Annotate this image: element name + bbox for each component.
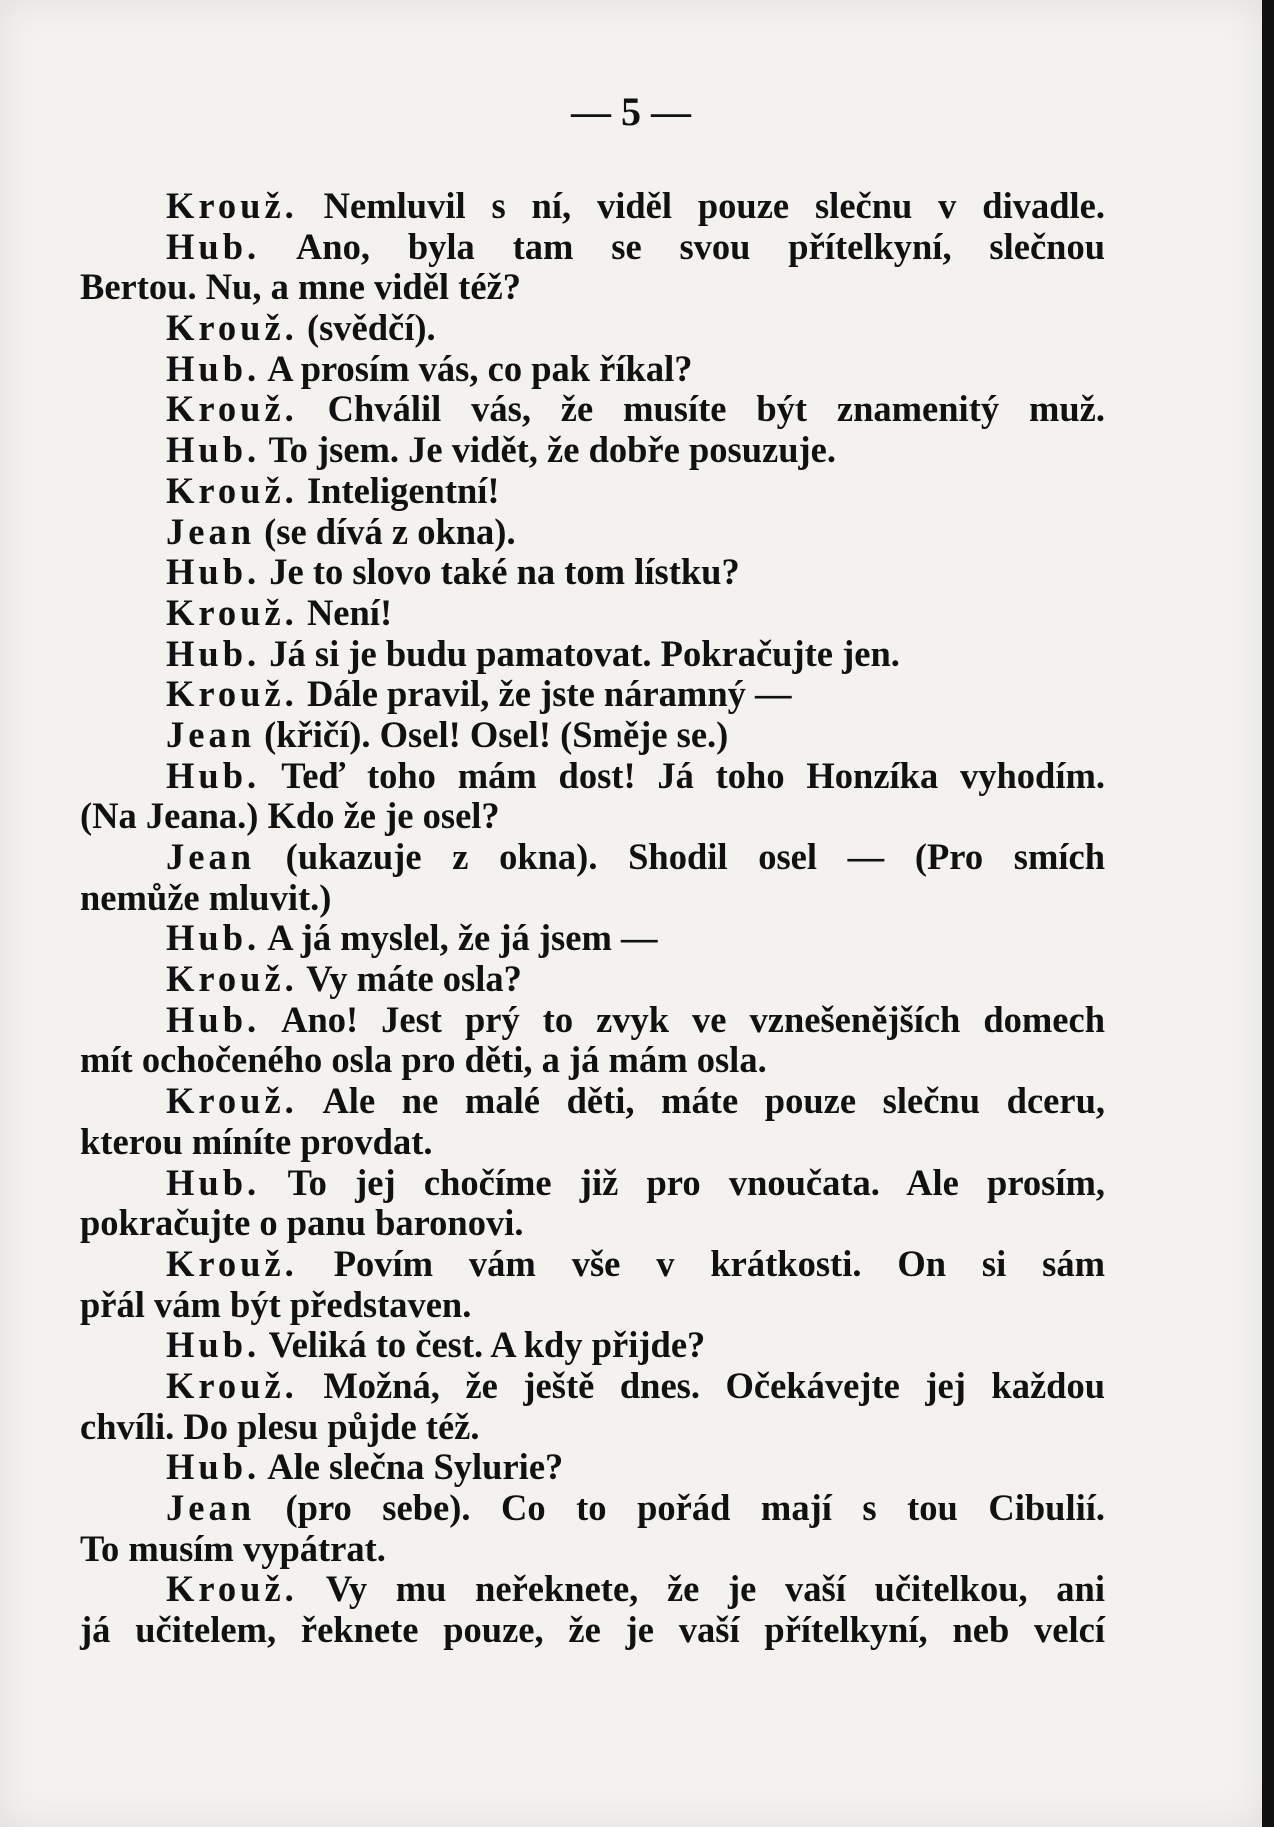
line-text: (ukazuje z okna). Shodil osel — (Pro smích [255, 836, 1105, 877]
line-text: Ale ne malé děti, máte pouze slečnu dceru, [297, 1080, 1105, 1122]
line-text: To jej chočíme již pro vnoučata. Ale prosím, [260, 1161, 1105, 1203]
line-text: (svědčí). [297, 307, 436, 349]
line-text: To musím vypátrat. [80, 1527, 386, 1569]
line-text: Chválil vás, že musíte být znamenitý muž. [297, 388, 1105, 430]
text-line [80, 674, 1105, 715]
text-line [80, 389, 1105, 430]
speaker-name: Hub. [166, 917, 261, 959]
text-line [80, 959, 1105, 1000]
text-line [80, 1529, 1105, 1570]
text-line [80, 1447, 1105, 1488]
line-text: Je to slovo také na tom lístku? [260, 551, 740, 593]
text-line [80, 471, 1105, 512]
line-text: Vy máte osla? [297, 958, 522, 1000]
text-line [80, 349, 1105, 390]
line-text: Ano, byla tam se svou přítelkyní, slečnou [260, 225, 1105, 267]
line-text: Bertou. Nu, a mne viděl též? [80, 266, 521, 308]
speaker-name: Hub. [166, 1161, 261, 1203]
line-text: Možná, že ještě dnes. Očekávejte jej každou [297, 1364, 1105, 1406]
text-line [80, 715, 1105, 756]
speaker-name: Krouž. [166, 673, 298, 715]
line-text: (se dívá z okna). [255, 510, 516, 552]
text-line [80, 430, 1105, 471]
line-text: já učitelem, řeknete pouze, že je vaší přítelkyní, neb velcí [80, 1609, 1105, 1651]
text-line [80, 1244, 1105, 1285]
line-text: Dále pravil, že jste náramný — [297, 673, 792, 715]
line-text: A prosím vás, co pak říkal? [260, 347, 693, 389]
line-text: (pro sebe). Co to pořád mají s tou Cibulií. [255, 1487, 1105, 1528]
page-number: — 5 — [571, 89, 691, 134]
speaker-name: Hub. [166, 347, 261, 389]
line-text: chvíli. Do plesu půjde též. [80, 1405, 480, 1447]
speaker-name: Krouž. [166, 307, 298, 349]
speaker-name: Krouž. [166, 958, 298, 1000]
text-line [80, 878, 1105, 919]
line-text: nemůže mluvit.) [80, 876, 332, 918]
speaker-name: Krouž. [166, 1568, 298, 1610]
line-text: Ano! Jest prý to zvyk ve vznešenějších domech [260, 998, 1105, 1040]
text-line [80, 1000, 1105, 1041]
line-text: Nemluvil s ní, viděl pouze slečnu v divadle. [297, 185, 1105, 226]
line-text: Veliká to čest. A kdy přijde? [260, 1324, 706, 1366]
text-line [80, 308, 1105, 349]
speaker-name: Jean [166, 1487, 255, 1528]
line-text: Inteligentní! [297, 469, 500, 511]
line-text: (křičí). Osel! Osel! (Směje se.) [255, 713, 729, 755]
text-line [80, 756, 1105, 797]
page-edge [1262, 0, 1274, 1827]
speaker-name: Hub. [166, 225, 261, 267]
text-line [80, 634, 1105, 675]
speaker-name: Hub. [166, 998, 261, 1040]
speaker-name: Krouž. [166, 1242, 298, 1284]
speaker-name: Krouž. [166, 185, 298, 226]
line-text: Povím vám vše v krátkosti. On si sám [297, 1242, 1105, 1284]
text-line [80, 837, 1105, 878]
text-line [80, 1366, 1105, 1407]
speaker-name: Jean [166, 510, 255, 552]
text-line [80, 796, 1105, 837]
line-text: pokračujte o panu baronovi. [80, 1202, 524, 1244]
text-line [80, 512, 1105, 553]
line-text: Není! [297, 591, 393, 633]
text-line [80, 593, 1105, 634]
text-line [80, 1488, 1105, 1529]
speaker-name: Krouž. [166, 1080, 298, 1122]
speaker-name: Krouž. [166, 1364, 298, 1406]
speaker-name: Hub. [166, 1324, 261, 1366]
line-text: přál vám být představen. [80, 1283, 472, 1325]
text-line [80, 1122, 1105, 1163]
line-text: To jsem. Je vidět, že dobře posuzuje. [260, 429, 836, 471]
text-line [80, 918, 1105, 959]
speaker-name: Hub. [166, 754, 261, 796]
speaker-name: Jean [166, 713, 255, 755]
text-line [80, 267, 1105, 308]
text-line [80, 1040, 1105, 1081]
text-line [80, 1569, 1105, 1610]
text-line [80, 1407, 1105, 1448]
line-text: (Na Jeana.) Kdo že je osel? [80, 795, 500, 837]
speaker-name: Hub. [166, 632, 261, 674]
line-text: kterou míníte provdat. [80, 1120, 433, 1162]
text-line [80, 1163, 1105, 1204]
speaker-name: Hub. [166, 429, 261, 471]
line-text: A já myslel, že já jsem — [260, 917, 658, 959]
speaker-name: Krouž. [166, 388, 298, 430]
text-line [80, 1081, 1105, 1122]
text-line [80, 227, 1105, 268]
dialogue-text [80, 186, 1105, 1651]
line-text: mít ochočeného osla pro děti, a já mám osla. [80, 1039, 767, 1081]
text-line [80, 1203, 1105, 1244]
line-text: Já si je budu pamatovat. Pokračujte jen. [260, 632, 900, 674]
speaker-name: Jean [166, 836, 255, 877]
speaker-name: Krouž. [166, 591, 298, 633]
line-text: Teď toho mám dost! Já toho Honzíka vyhodím. [260, 754, 1105, 796]
speaker-name: Hub. [166, 551, 261, 593]
line-text: Ale slečna Sylurie? [260, 1446, 564, 1488]
text-line [80, 1610, 1105, 1651]
text-line [80, 552, 1105, 593]
text-line [80, 1325, 1105, 1366]
text-line [80, 186, 1105, 227]
speaker-name: Hub. [166, 1446, 261, 1488]
text-line [80, 1285, 1105, 1326]
line-text: Vy mu neřeknete, že je vaší učitelkou, ani [297, 1568, 1105, 1610]
speaker-name: Krouž. [166, 469, 298, 511]
